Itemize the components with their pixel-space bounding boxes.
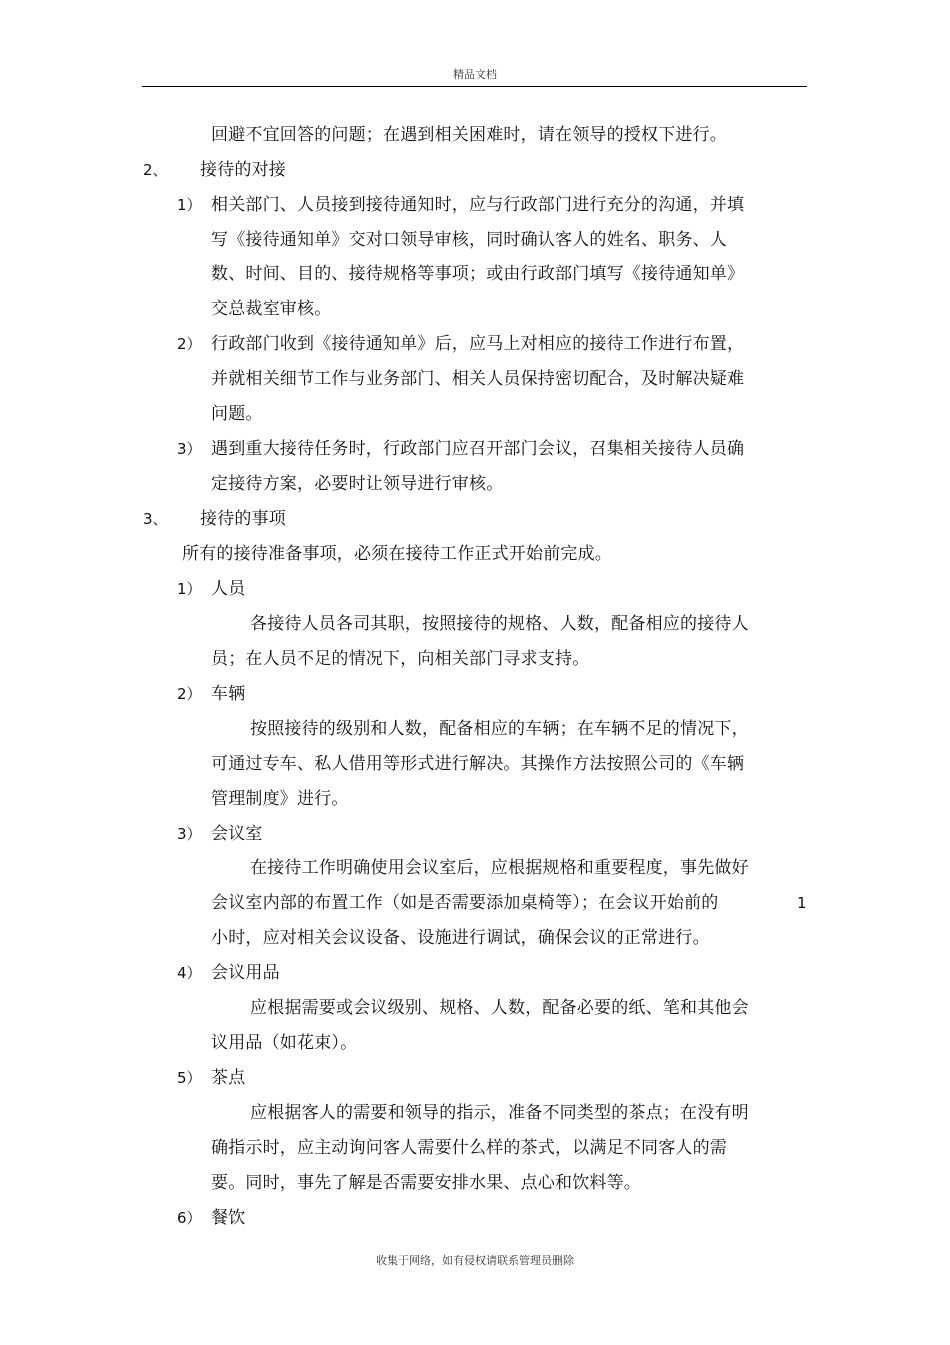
page-footer: 收集于网络，如有侵权请联系管理员删除 [376, 1254, 574, 1267]
text-line: 应根据需要或会议级别、规格、人数，配备必要的纸、笔和其他会 [250, 998, 749, 1018]
text-line: 遇到重大接待任务时，行政部门应召开部门会议，召集相关接待人员确 [211, 439, 745, 459]
text-line: 要。同时，事先了解是否需要安排水果、点心和饮料等。 [211, 1173, 641, 1193]
section-heading: 接待的事项 [200, 509, 286, 529]
item-number: 2） [177, 335, 202, 353]
text-line: 各接待人员各司其职，按照接待的规格、人数，配备相应的接待人 [250, 614, 749, 634]
item-title: 餐饮 [211, 1208, 246, 1228]
item-number: 1） [177, 580, 202, 598]
text-line: 管理制度》进行。 [211, 789, 349, 809]
item-title: 会议用品 [211, 963, 280, 983]
item-title: 车辆 [211, 684, 246, 704]
text-line: 小时，应对相关会议设备、设施进行调试，确保会议的正常进行。 [211, 928, 710, 948]
item-number: 1） [177, 196, 202, 214]
item-title: 会议室 [211, 824, 263, 844]
text-line: 应根据客人的需要和领导的指示，准备不同类型的茶点；在没有明 [250, 1103, 749, 1123]
item-number: 4） [177, 964, 202, 982]
text-line: 可通过专车、私人借用等形式进行解决。其操作方法按照公司的《车辆 [211, 754, 745, 774]
section-number: 3、 [143, 510, 168, 528]
text-line: 会议室内部的布置工作（如是否需要添加桌椅等）；在会议开始前的 [211, 893, 719, 913]
item-title: 人员 [211, 579, 246, 599]
item-number: 3） [177, 825, 202, 843]
text-line: 数、时间、目的、接待规格等事项；或由行政部门填写《接待通知单》 [211, 264, 745, 284]
section-number: 2、 [143, 161, 168, 179]
text-line: 并就相关细节工作与业务部门、相关人员保持密切配合，及时解决疑难 [211, 369, 745, 389]
text-line: 交总裁室审核。 [211, 299, 332, 319]
text-line: 行政部门收到《接待通知单》后，应马上对相应的接待工作进行布置， [211, 334, 745, 354]
text-line: 定接待方案，必要时让领导进行审核。 [211, 474, 504, 494]
text-line: 所有的接待准备事项，必须在接待工作正式开始前完成。 [182, 544, 612, 564]
text-line: 回避不宜回答的问题；在遇到相关困难时，请在领导的授权下进行。 [211, 125, 727, 145]
text-line: 按照接待的级别和人数，配备相应的车辆；在车辆不足的情况下， [250, 719, 749, 739]
item-title: 茶点 [211, 1068, 246, 1088]
item-number: 6） [177, 1209, 202, 1227]
item-number: 2） [177, 685, 202, 703]
text-line: 写《接待通知单》交对口领导审核，同时确认客人的姓名、职务、人 [211, 230, 727, 250]
text-line: 在接待工作明确使用会议室后，应根据规格和重要程度，事先做好 [250, 858, 749, 878]
text-line: 议用品（如花束）。 [211, 1033, 358, 1053]
text-line: 问题。 [211, 404, 263, 424]
page-number: 1 [797, 894, 807, 912]
item-number: 3） [177, 440, 202, 458]
text-line: 确指示时，应主动询问客人需要什么样的茶式，以满足不同客人的需 [211, 1138, 727, 1158]
text-line: 相关部门、人员接到接待通知时，应与行政部门进行充分的沟通，并填 [211, 195, 745, 215]
section-heading: 接待的对接 [200, 160, 286, 180]
text-line: 员；在人员不足的情况下，向相关部门寻求支持。 [211, 649, 590, 669]
header-rule [142, 86, 807, 87]
item-number: 5） [177, 1069, 202, 1087]
page-header: 精品文档 [453, 68, 497, 81]
